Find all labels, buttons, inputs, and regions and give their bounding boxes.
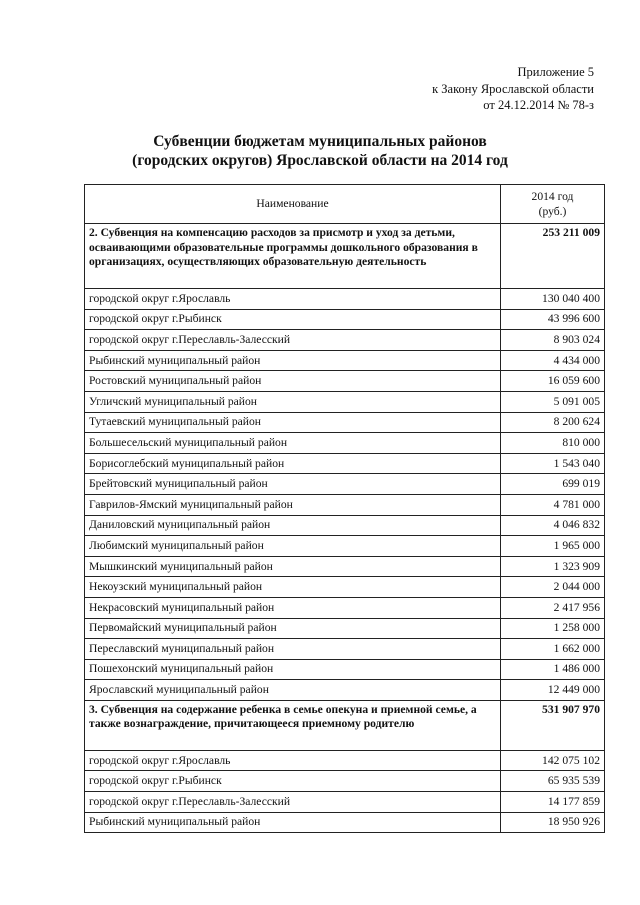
municipality-amount: 699 019 <box>501 474 605 495</box>
municipality-amount: 1 543 040 <box>501 453 605 474</box>
table-row <box>85 639 605 660</box>
table-row <box>85 515 605 536</box>
municipality-amount: 810 000 <box>501 433 605 454</box>
municipality-name: Борисоглебский муниципальный район <box>85 453 501 474</box>
municipality-amount: 43 996 600 <box>501 309 605 330</box>
municipality-name: Переславский муниципальный район <box>85 639 501 660</box>
table-row <box>85 618 605 639</box>
table-row <box>85 330 605 351</box>
table-row <box>85 474 605 495</box>
municipality-amount: 5 091 005 <box>501 391 605 412</box>
table-row <box>85 597 605 618</box>
municipality-amount: 4 434 000 <box>501 350 605 371</box>
municipality-name: Угличский муниципальный район <box>85 391 501 412</box>
table-row <box>85 433 605 454</box>
table-row <box>85 577 605 598</box>
municipality-name: городской округ г.Ярославль <box>85 289 501 310</box>
column-header-unit: (руб.) <box>538 205 567 218</box>
column-header-name: Наименование <box>85 185 501 224</box>
table-row <box>85 309 605 330</box>
table-row <box>85 556 605 577</box>
table-row <box>85 771 605 792</box>
subsidies-table-body <box>85 185 605 833</box>
municipality-name: Гаврилов-Ямский муниципальный район <box>85 494 501 515</box>
municipality-name: Ярославский муниципальный район <box>85 680 501 701</box>
column-header-year-label: 2014 год <box>531 190 574 203</box>
page-title <box>0 132 640 170</box>
municipality-name: Ростовский муниципальный район <box>85 371 501 392</box>
municipality-name: Пошехонский муниципальный район <box>85 659 501 680</box>
municipality-amount: 4 046 832 <box>501 515 605 536</box>
table-row <box>85 680 605 701</box>
table-row <box>85 371 605 392</box>
column-header-year <box>501 185 605 224</box>
municipality-name: городской округ г.Ярославль <box>85 750 501 771</box>
section-name: 3. Субвенция на содержание ребенка в семье опекуна и приемной семье, а также вознаграждение, причитающееся приемному родителю <box>85 700 501 750</box>
subsidies-table <box>84 184 605 833</box>
municipality-name: Любимский муниципальный район <box>85 536 501 557</box>
title-line-1: Субвенции бюджетам муниципальных районов <box>153 133 487 150</box>
municipality-amount: 2 044 000 <box>501 577 605 598</box>
appendix-date: от 24.12.2014 № 78-з <box>483 98 594 112</box>
municipality-name: Некоузский муниципальный район <box>85 577 501 598</box>
municipality-amount: 18 950 926 <box>501 812 605 833</box>
appendix-number: Приложение 5 <box>517 65 594 79</box>
table-row <box>85 659 605 680</box>
municipality-amount: 8 903 024 <box>501 330 605 351</box>
municipality-amount: 1 662 000 <box>501 639 605 660</box>
municipality-amount: 142 075 102 <box>501 750 605 771</box>
municipality-name: городской округ г.Рыбинск <box>85 771 501 792</box>
municipality-name: городской округ г.Рыбинск <box>85 309 501 330</box>
appendix-law: к Закону Ярославской области <box>432 81 594 96</box>
municipality-amount: 65 935 539 <box>501 771 605 792</box>
table-header-row <box>85 185 605 224</box>
municipality-amount: 1 258 000 <box>501 618 605 639</box>
table-row <box>85 453 605 474</box>
table-row <box>85 812 605 833</box>
table-row <box>85 350 605 371</box>
municipality-name: Мышкинский муниципальный район <box>85 556 501 577</box>
municipality-amount: 8 200 624 <box>501 412 605 433</box>
table-row <box>85 536 605 557</box>
municipality-name: Большесельский муниципальный район <box>85 433 501 454</box>
municipality-name: городской округ г.Переславль-Залесский <box>85 792 501 813</box>
municipality-amount: 1 486 000 <box>501 659 605 680</box>
municipality-amount: 1 965 000 <box>501 536 605 557</box>
municipality-name: Тутаевский муниципальный район <box>85 412 501 433</box>
table-row <box>85 494 605 515</box>
municipality-amount: 1 323 909 <box>501 556 605 577</box>
municipality-name: Даниловский муниципальный район <box>85 515 501 536</box>
section-name: 2. Субвенция на компенсацию расходов за присмотр и уход за детьми, осваивающими образовательные программы дошкольного образования в организациях, осуществляющих образовательную деятельность <box>85 224 501 289</box>
municipality-amount: 4 781 000 <box>501 494 605 515</box>
municipality-amount: 12 449 000 <box>501 680 605 701</box>
municipality-name: Некрасовский муниципальный район <box>85 597 501 618</box>
municipality-name: Брейтовский муниципальный район <box>85 474 501 495</box>
title-line-2: (городских округов) Ярославской области на 2014 год <box>132 152 508 169</box>
municipality-name: Рыбинский муниципальный район <box>85 350 501 371</box>
municipality-amount: 130 040 400 <box>501 289 605 310</box>
table-row <box>85 412 605 433</box>
section-total: 531 907 970 <box>501 700 605 750</box>
section-total: 253 211 009 <box>501 224 605 289</box>
municipality-name: Рыбинский муниципальный район <box>85 812 501 833</box>
municipality-amount: 2 417 956 <box>501 597 605 618</box>
table-row <box>85 750 605 771</box>
table-row <box>85 792 605 813</box>
municipality-amount: 16 059 600 <box>501 371 605 392</box>
appendix-header <box>432 64 594 114</box>
table-row <box>85 289 605 310</box>
municipality-name: городской округ г.Переславль-Залесский <box>85 330 501 351</box>
section-row <box>85 700 605 750</box>
municipality-amount: 14 177 859 <box>501 792 605 813</box>
section-row <box>85 224 605 289</box>
municipality-name: Первомайский муниципальный район <box>85 618 501 639</box>
table-row <box>85 391 605 412</box>
